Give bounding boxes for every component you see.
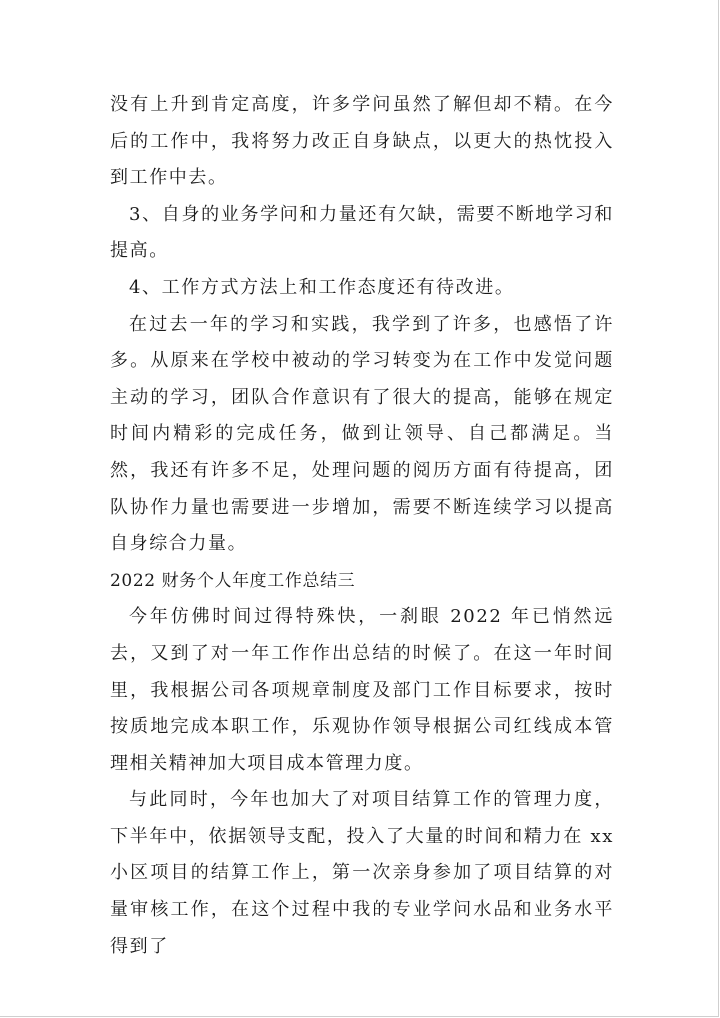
document-body (110, 87, 614, 965)
list-item-3: 3、自身的业务学问和力量还有欠缺，需要不断地学习和提高。 (110, 203, 614, 262)
section-heading: 2022 财务个人年度工作总结三 (110, 570, 356, 591)
list-item-4: 4、工作方式方法上和工作态度还有待改进。 (129, 276, 515, 298)
paragraph-intro: 今年仿佛时间过得特殊快，一刹眼 2022 年已悄然远去，又到了对一年工作作出总结的时候了。在这一年时间里，我根据公司各项规章制度及部门工作目标要求，按时按质地完成本职工作，乐观协作领导根据公司红线成本管理相关精神加大项目成本管理力度。 (110, 606, 614, 774)
paragraph-settlement: 与此同时，今年也加大了对项目结算工作的管理力度，下半年中，依据领导支配，投入了大量的时间和精力在 xx 小区项目的结算工作上，第一次亲身参加了项目结算的对量审核工作，在这个过程中我的专业学问水品和业务水平得到了 (110, 789, 614, 957)
paragraph-reflection: 在过去一年的学习和实践，我学到了许多，也感悟了许多。从原来在学校中被动的学习转变为在工作中发觉问题主动的学习，团队合作意识有了很大的提高，能够在规定时间内精彩的完成任务，做到让领导、自己都满足。当然，我还有许多不足，处理问题的阅历方面有待提高，团队协作力量也需要进一步增加，需要不断连续学习以提高自身综合力量。 (110, 313, 614, 555)
paragraph-continued: 没有上升到肯定高度，许多学问虽然了解但却不精。在今后的工作中，我将努力改正自身缺点，以更大的热忱投入到工作中去。 (110, 94, 614, 189)
